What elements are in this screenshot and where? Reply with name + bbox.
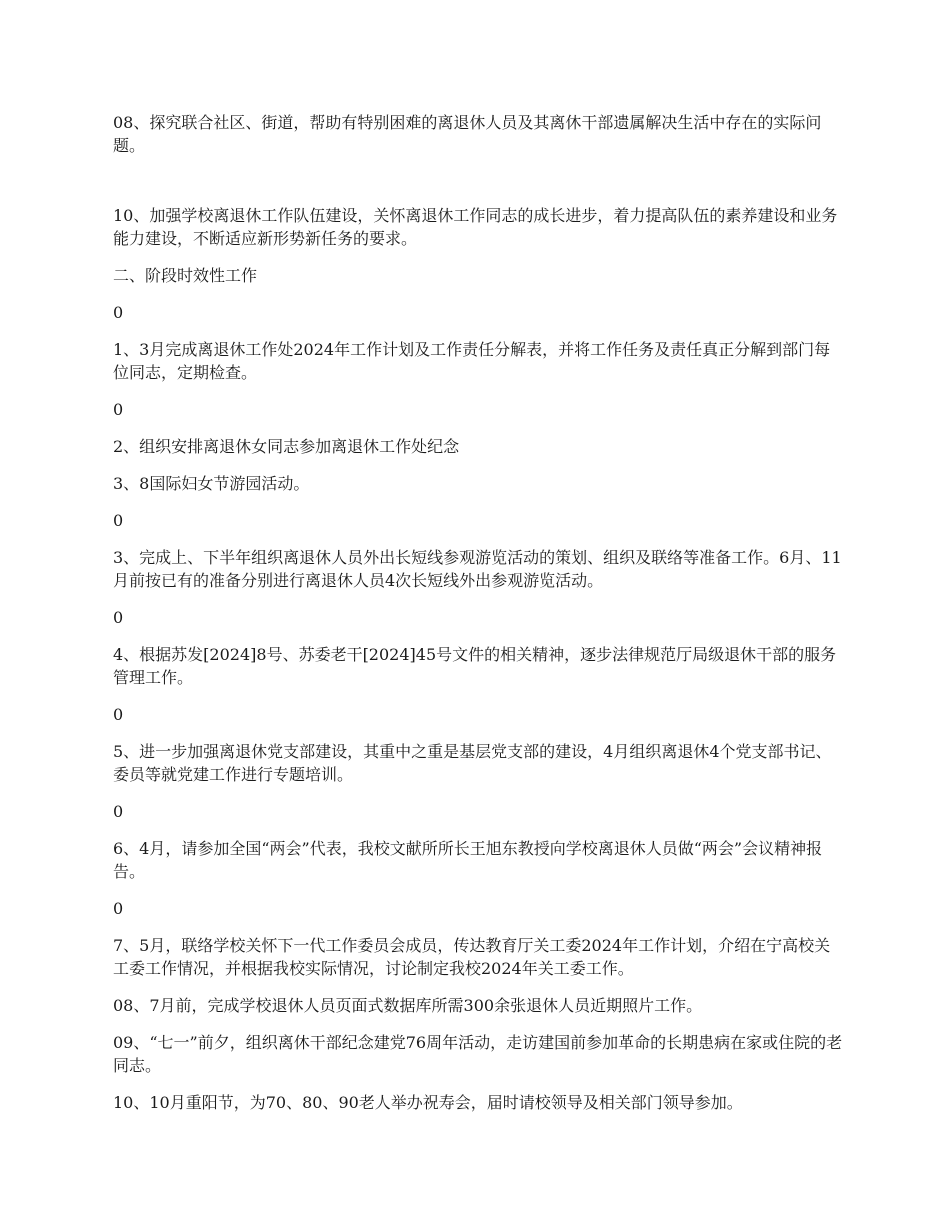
paragraph-item-2-womens-day: 2、组织安排离退休女同志参加离退休工作处纪念 xyxy=(113,437,460,456)
paragraph-zero: 0 xyxy=(113,802,124,821)
paragraph-item-4-regulations: 4、根据苏发[2024]8号、苏委老干[2024]45号文件的相关精神，逐步法律规范厅局级退休干部的服务管理工作。 xyxy=(113,645,837,687)
paragraph-zero: 0 xyxy=(113,511,124,530)
paragraph-zero: 0 xyxy=(113,899,124,918)
section-heading-stage-work: 二、阶段时效性工作 xyxy=(113,266,258,285)
paragraph-item-08-community: 08、探究联合社区、街道，帮助有特别困难的离退休人员及其离休干部遗属解决生活中存在的实际问题。 xyxy=(113,113,822,155)
paragraph-zero: 0 xyxy=(113,608,124,627)
paragraph-item-7-youth-committee: 7、5月，联络学校关怀下一代工作委员会成员，传达教育厅关工委2024年工作计划，介绍在宁高校关工委工作情况，并根据我校实际情况，讨论制定我校2024年关工委工作。 xyxy=(113,936,831,978)
paragraph-item-5-party-branch: 5、进一步加强离退休党支部建设，其重中之重是基层党支部的建设，4月组织离退休4个党支部书记、委员等就党建工作进行专题培训。 xyxy=(113,742,832,784)
paragraph-item-1-work-plan: 1、3月完成离退休工作处2024年工作计划及工作责任分解表，并将工作任务及责任真正分解到部门每位同志，定期检查。 xyxy=(113,340,831,382)
paragraph-zero: 0 xyxy=(113,705,124,724)
paragraph-item-10-team-building: 10、加强学校离退休工作队伍建设，关怀离退休工作同志的成长进步，着力提高队伍的素养建设和业务能力建设，不断适应新形势新任务的要求。 xyxy=(113,206,838,248)
paragraph-item-08-photos: 08、7月前，完成学校退休人员页面式数据库所需300余张退休人员近期照片工作。 xyxy=(113,996,703,1015)
paragraph-zero: 0 xyxy=(113,303,124,322)
paragraph-item-10-double-ninth: 10、10月重阳节，为70、80、90老人举办祝寿会，届时请校领导及相关部门领导参加。 xyxy=(113,1093,743,1112)
document-body xyxy=(113,111,843,1128)
paragraph-item-3-sightseeing: 3、完成上、下半年组织离退休人员外出长短线参观游览活动的策划、组织及联络等准备工作。6月、11月前按已有的准备分别进行离退休人员4次长短线外出参观游览活动。 xyxy=(113,548,842,590)
paragraph-item-6-two-sessions: 6、4月，请参加全国“两会”代表，我校文献所所长王旭东教授向学校离退休人员做“两会”会议精神报告。 xyxy=(113,839,823,881)
paragraph-item-3-garden-activity: 3、8国际妇女节游园活动。 xyxy=(113,474,310,493)
paragraph-item-09-july-first: 09、“七一”前夕，组织离休干部纪念建党76周年活动，走访建国前参加革命的长期患病在家或住院的老同志。 xyxy=(113,1033,843,1075)
paragraph-zero: 0 xyxy=(113,400,124,419)
